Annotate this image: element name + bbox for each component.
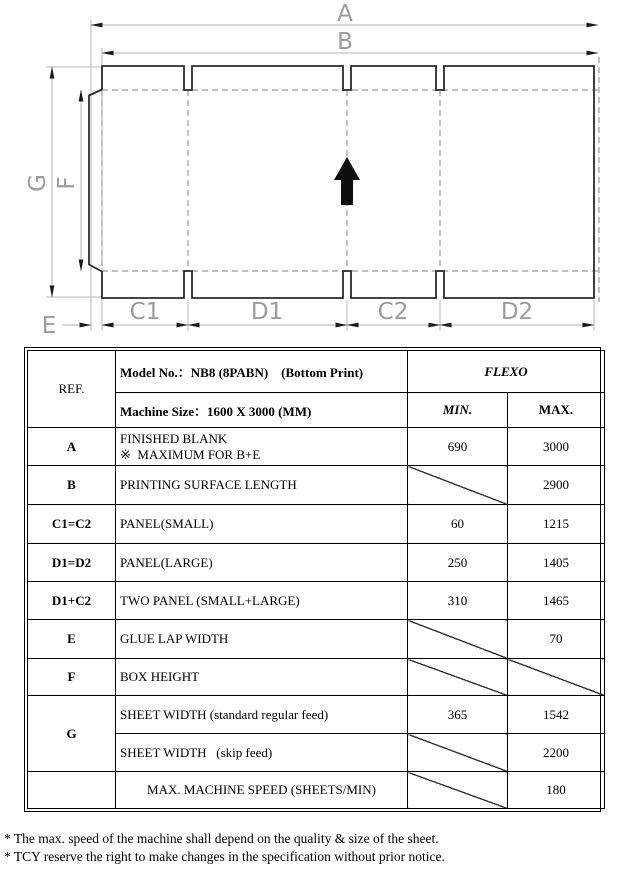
ref-cell: D1+C2 (28, 582, 116, 620)
ref-header-cell: REF. (28, 351, 116, 428)
table-row-a (28, 428, 605, 466)
desc-cell: PANEL(SMALL) (116, 505, 408, 544)
desc-cell: PANEL(LARGE) (116, 544, 408, 582)
max-cell: 1542 (508, 696, 605, 734)
min-cell: 690 (408, 428, 508, 466)
max-cell: 2900 (508, 466, 605, 505)
dimension-a (91, 1, 598, 27)
max-cell: 1405 (508, 544, 605, 582)
max-cell: 1465 (508, 582, 605, 620)
box-blank-diagram (0, 0, 627, 345)
desc-cell: PRINTING SURFACE LENGTH (116, 466, 408, 505)
feed-direction-arrow-icon (334, 157, 360, 205)
dim-label-f: F (54, 176, 80, 190)
desc-line-1: FINISHED BLANK (120, 430, 228, 446)
dimension-b (102, 29, 598, 55)
dim-label-c2: C2 (377, 299, 409, 325)
dimension-f (54, 90, 81, 271)
model-no-cell: Model No.：NB8 (8PABN) (Bottom Print) (116, 351, 408, 393)
desc-cell: GLUE LAP WIDTH (116, 620, 408, 659)
ref-cell-empty (28, 772, 116, 809)
desc-cell: SHEET WIDTH (standard regular feed) (116, 696, 408, 734)
min-cell: 365 (408, 696, 508, 734)
ref-cell: C1=C2 (28, 505, 116, 544)
dim-label-b: B (337, 29, 353, 55)
dimension-c2 (347, 299, 440, 325)
min-cell-na (408, 772, 508, 809)
min-cell-na (408, 466, 508, 505)
dim-label-a: A (337, 1, 353, 27)
footnotes (4, 830, 445, 866)
table-row-f (28, 659, 605, 696)
desc-cell: TWO PANEL (SMALL+LARGE) (116, 582, 408, 620)
dimension-d2 (440, 299, 594, 325)
min-cell-na (408, 620, 508, 659)
max-cell-na (508, 659, 605, 696)
max-cell: 2200 (508, 734, 605, 772)
table-row-d1c2 (28, 582, 605, 620)
table-header-row-1 (28, 351, 605, 393)
ref-cell: B (28, 466, 116, 505)
ref-cell: E (28, 620, 116, 659)
min-cell-na (408, 734, 508, 772)
dim-label-d1: D1 (250, 299, 284, 325)
dimension-c1 (102, 299, 188, 325)
dim-label-c1: C1 (129, 299, 161, 325)
footnote-speed: * The max. speed of the machine shall depend on the quality & size of the sheet. (4, 831, 439, 846)
ref-cell: D1=D2 (28, 544, 116, 582)
machine-size-cell: Machine Size：1600 X 3000 (MM) (116, 393, 408, 428)
dim-label-e: E (41, 313, 57, 339)
flexo-header-cell: FLEXO (408, 351, 605, 393)
max-cell: 70 (508, 620, 605, 659)
table-row-d1d2 (28, 544, 605, 582)
table-row-e (28, 620, 605, 659)
spec-table (24, 347, 601, 812)
desc-line-2: ※ MAXIMUM FOR B+E (120, 446, 261, 462)
max-cell: 3000 (508, 428, 605, 466)
desc-cell: SHEET WIDTH (skip feed) (116, 734, 408, 772)
max-cell: 1215 (508, 505, 605, 544)
desc-cell: BOX HEIGHT (116, 659, 408, 696)
ref-cell: F (28, 659, 116, 696)
ref-cell: A (28, 428, 116, 466)
dimension-e (42, 313, 120, 339)
table-row-b (28, 466, 605, 505)
footnote-tcy: * TCY reserve the right to make changes in the specification without prior notice. (4, 849, 445, 864)
desc-cell: MAX. MACHINE SPEED (SHEETS/MIN) (116, 772, 408, 809)
table-row-g-regular (28, 696, 605, 734)
ref-cell: G (28, 696, 116, 772)
table-row-c1c2 (28, 505, 605, 544)
min-cell: 310 (408, 582, 508, 620)
desc-cell (116, 428, 408, 466)
min-cell: 60 (408, 505, 508, 544)
min-cell: 250 (408, 544, 508, 582)
min-cell-na (408, 659, 508, 696)
dimension-d1 (188, 299, 347, 325)
min-header-cell: MIN. (408, 393, 508, 428)
max-cell: 180 (508, 772, 605, 809)
table-row-speed (28, 772, 605, 809)
dim-label-g: G (25, 174, 51, 192)
dim-label-d2: D2 (500, 299, 534, 325)
dimension-g (25, 67, 52, 297)
max-header-cell: MAX. (508, 393, 605, 428)
